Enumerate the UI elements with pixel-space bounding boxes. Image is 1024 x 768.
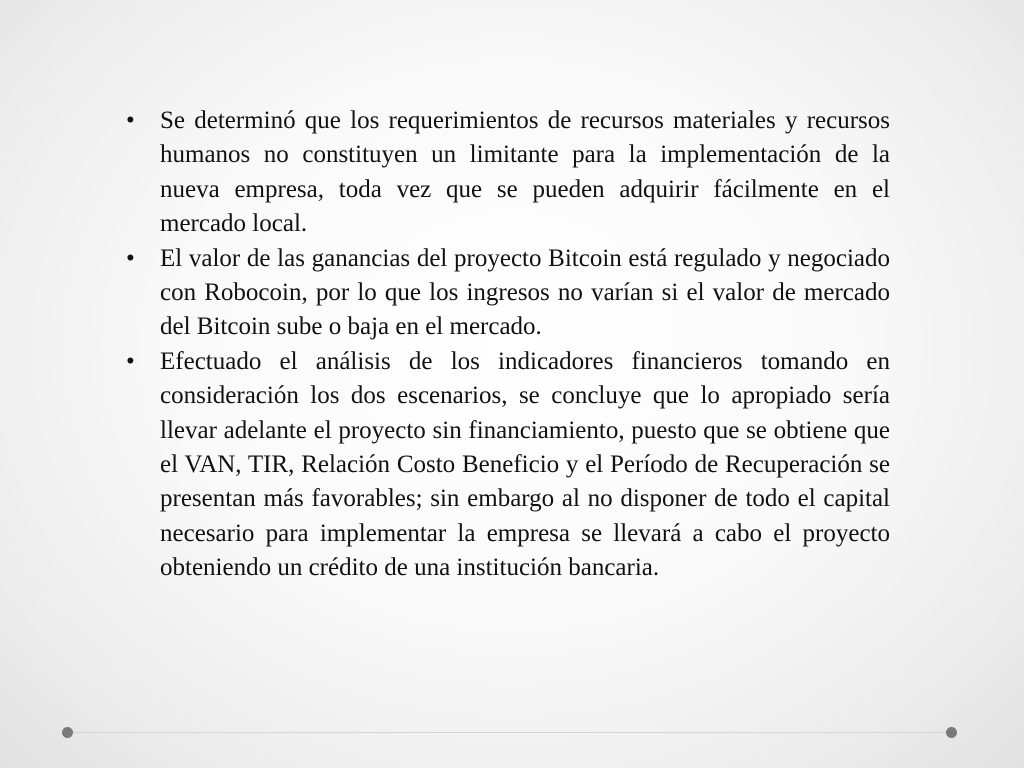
bullet-text-1: Se determinó que los requerimientos de recursos materiales y recursos humanos no constituyen un limitante para la implementación de la nueva empresa, toda vez que se pueden adquirir fácilmente en el mercado local.: [160, 107, 890, 238]
bullet-icon: •: [126, 107, 135, 134]
bullet-item-3: [122, 345, 890, 586]
slide-body: [122, 104, 890, 586]
footer-left-dot-icon: [62, 727, 73, 738]
bullet-item-1: [122, 104, 890, 242]
bullet-item-2: [122, 242, 890, 345]
footer-divider: [68, 732, 956, 733]
footer-right-dot-icon: [946, 727, 957, 738]
bullet-text-2: El valor de las ganancias del proyecto Bitcoin está regulado y negociado con Robocoin, por lo que los ingresos no varían si el valor de mercado del Bitcoin sube o baja en el mercado.: [160, 244, 890, 341]
bullet-icon: •: [126, 347, 135, 375]
bullet-text-3: Efectuado el análisis de los indicadores financieros tomando en consideración los dos escenarios, se concluye que lo apropiado sería llevar adelante el proyecto sin financiamiento, puesto que se obtiene que el VAN, TIR, Relación Costo Beneficio y el Período de Recuperación se presentan más favorables; sin embargo al no disponer de todo el capital necesario para implementar la empresa se llevará a cabo el proyecto obteniendo un crédito de una institución bancaria.: [160, 347, 890, 582]
bullet-icon: •: [126, 244, 135, 272]
